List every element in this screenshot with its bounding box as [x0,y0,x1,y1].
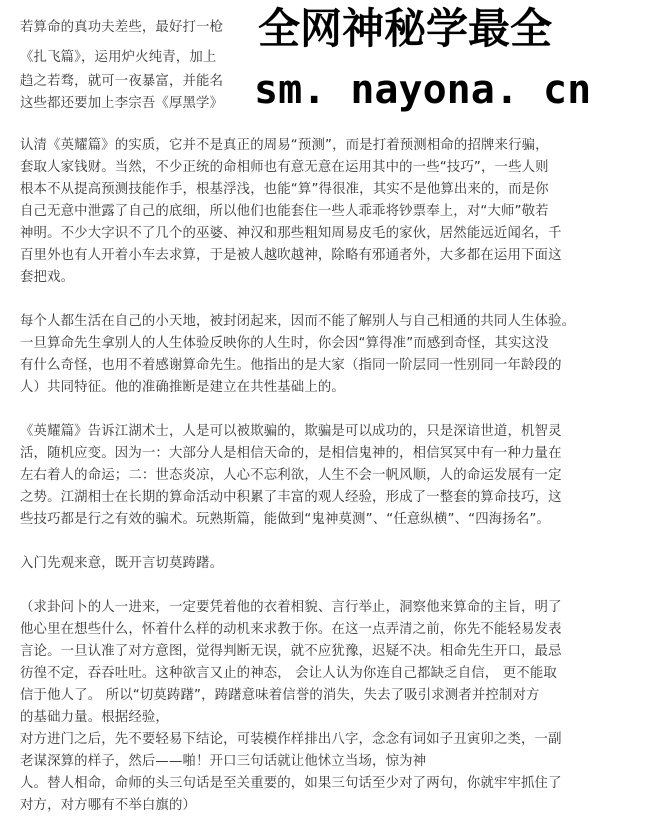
text-line: 活，随机应变。因为一：大部分人是相信天命的，是相信鬼神的，相信冥冥中有一种力量在 [20,446,562,461]
text-line: 认清《英耀篇》的实质，它并不是真正的周易“预测”，而是打着预测相命的招牌来行骗， [20,138,549,153]
text-line: 对方进门之后，先不要轻易下结论，可装模作样排出八字，念念有词如子丑寅卯之类，一副 [20,732,562,747]
text-line: 《扎飞篇》，运用炉火纯青，加上 [20,50,217,65]
text-line: 趋之若骛，就可一夜暴富，并能名 [20,74,224,89]
text-line: 人。替人相命，命师的头三句话是至关重要的，如果三句话至少对了两句，你就牢牢抓住了 [20,776,562,791]
text-line: 对方，对方哪有不举白旗的） [20,798,197,813]
text-line: 神明。不少大字识不了几个的巫婆、神汉和那些粗知周易皮毛的家伙，居然能远近闻名，千 [20,226,562,241]
text-line: 套取人家钱财。当然，不少正统的命相师也有意无意在运用其中的一些“技巧”，一些人则 [20,160,549,175]
text-line: 入门先观来意，既开言切莫踌躇。 [20,556,224,571]
text-line: 百里外也有人开着小车去求算，于是被人越吹越神，除略有邪通者外，大多都在运用下面这 [20,248,562,263]
text-line: 自己无意中泄露了自己的底细，所以他们也能套住一些人乖乖将钞票奉上，对“大师”敬若 [20,204,549,219]
text-line: 言论。一旦认准了对方意图，觉得判断无误，就不应犹豫，迟疑不决。相命先生开口，最忌 [20,644,562,659]
text-line: 左右着人的命运；二：世态炎凉，人心不忘利欲，人生不会一帆风顺，人的命运发展有一定 [20,468,562,483]
text-line: 老谋深算的样子，然后——啪！开口三句话就让他怵立当场，惊为神 [20,754,427,769]
text-line: 有什么奇怪，也用不着感谢算命先生。他指出的是大家（指同一阶层同一性别同一年龄段的 [20,358,562,373]
text-line: 彷徨不定，吞吞吐吐。这种欲言又止的神态， 会让人认为你连自己都缺乏自信， 更不能取 [20,666,557,681]
watermark-title: 全网神秘学最全 [258,4,553,53]
text-line: 这些都还要加上李宗吾《厚黑学》 [20,96,224,111]
watermark-overlay [250,0,654,120]
text-line: 信于他人了。 所以“切莫踌躇”，踌躇意味着信誉的消失，失去了吸引求测者并控制对方 [20,688,540,703]
text-line: 《英耀篇》告诉江湖术士，人是可以被欺骗的，欺骗是可以成功的，只是深谙世道，机智灵 [20,424,562,439]
text-line: 一旦算命先生拿别人的人生体验反映你的人生时，你会因“算得准”而感到奇怪，其实这没 [20,336,549,351]
text-line: 若算命的真功夫差些，最好打一枪 [20,20,224,35]
watermark-url: sm. nayona. cn [254,67,592,113]
text-line: 根本不从提高预测技能作手，根基浮浅，也能“算”得很准，其实不是他算出来的，而是你 [20,182,549,197]
text-line: 些技巧都是行之有效的骗术。玩熟斯篇，能做到“鬼神莫测”、“任意纵横”、“四海扬名”。 [20,512,550,527]
text-line: 他心里在想些什么，怀着什么样的动机来求教于你。在这一点弄清之前，你先不能轻易发表 [20,622,562,637]
text-line: （求卦问卜的人一进来，一定要凭着他的衣着相貌、言行举止，洞察他来算命的主旨，明了 [20,600,562,615]
text-line: 每个人都生活在自己的小天地，被封闭起来，因而不能了解别人与自己相通的共同人生体验。 [20,314,576,329]
text-line: 的基础力量。根据经验， [20,710,169,725]
text-line: 之势。江湖相士在长期的算命活动中积累了丰富的观人经验，形成了一整套的算命技巧，这 [20,490,562,505]
text-line: 套把戏。 [20,270,75,285]
text-line: 人）共同特征。他的准确推断是建立在共性基础上的。 [20,380,345,395]
